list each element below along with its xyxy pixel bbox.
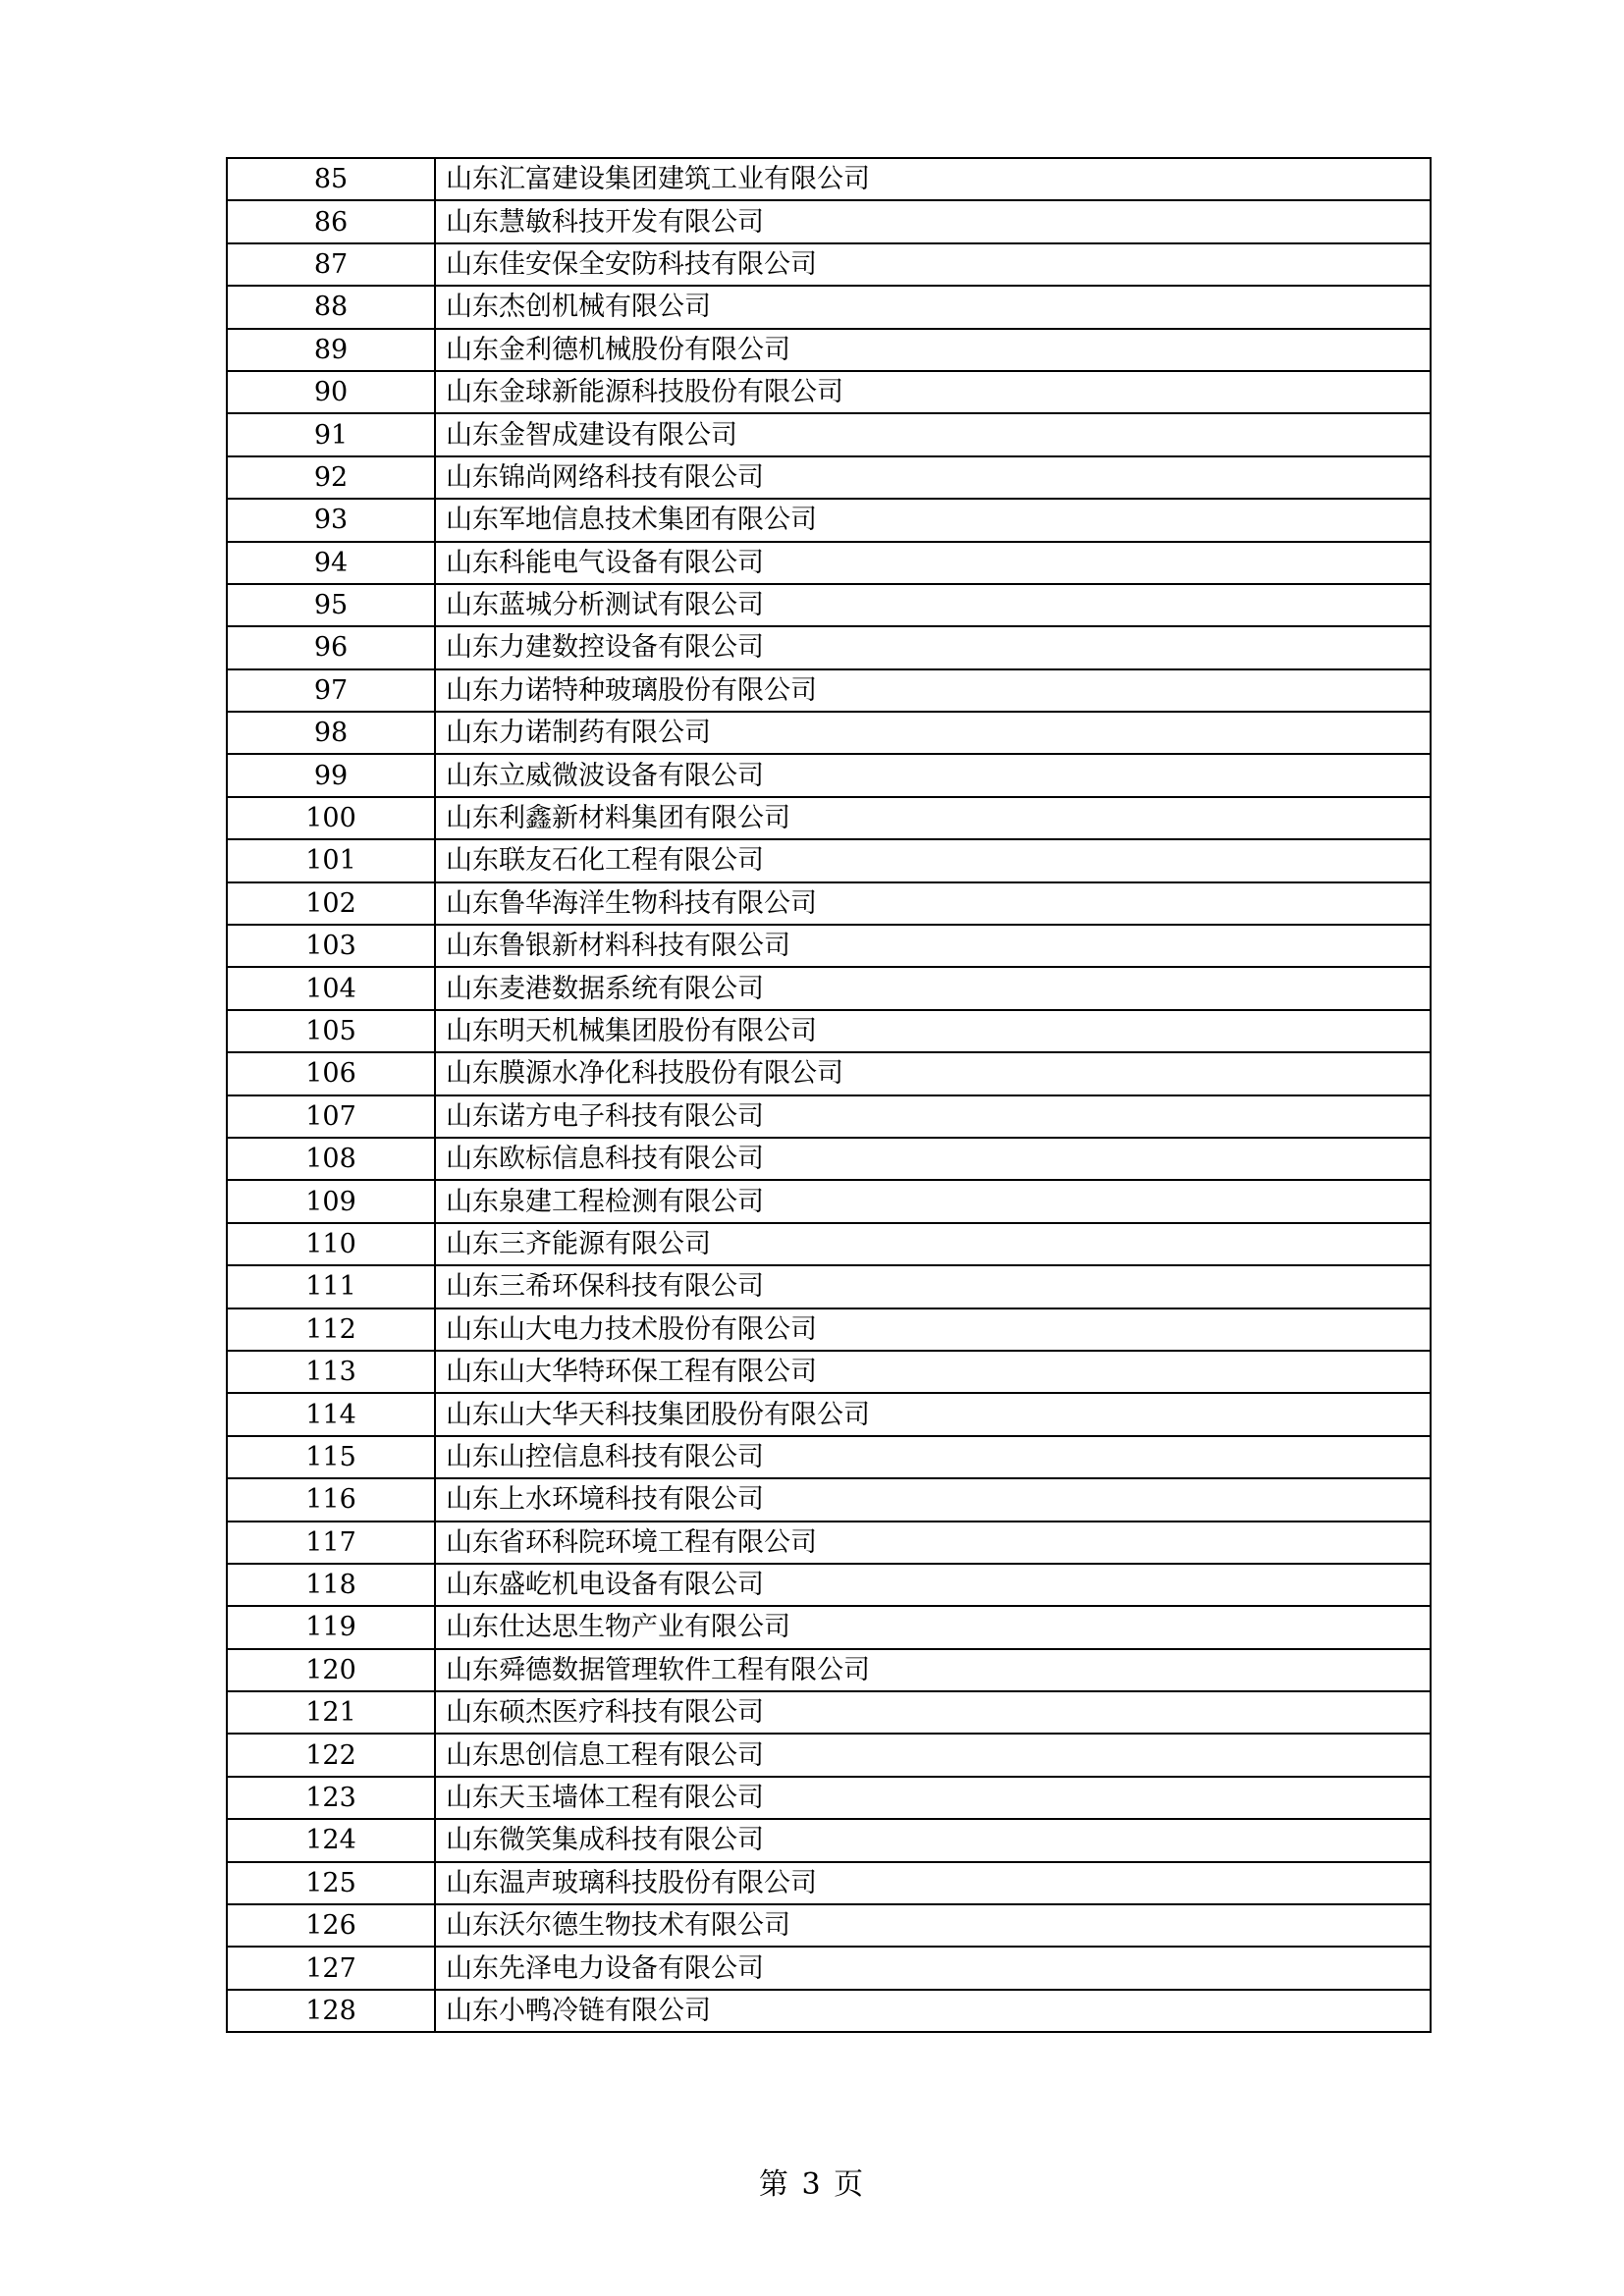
company-name-cell: 山东军地信息技术集团有限公司: [435, 499, 1431, 541]
row-number-cell: 115: [227, 1436, 435, 1478]
table-row: [227, 200, 1431, 242]
company-name-cell: 山东省环科院环境工程有限公司: [435, 1522, 1431, 1564]
company-name-cell: 山东佳安保全安防科技有限公司: [435, 243, 1431, 286]
company-name-cell: 山东金球新能源科技股份有限公司: [435, 371, 1431, 413]
company-name-cell: 山东科能电气设备有限公司: [435, 542, 1431, 584]
company-name-cell: 山东三希环保科技有限公司: [435, 1265, 1431, 1308]
row-number-cell: 107: [227, 1095, 435, 1138]
table-row: [227, 1564, 1431, 1606]
table-row: [227, 243, 1431, 286]
row-number-cell: 96: [227, 626, 435, 668]
table-row: [227, 286, 1431, 328]
table-row: [227, 158, 1431, 200]
company-name-cell: 山东温声玻璃科技股份有限公司: [435, 1862, 1431, 1904]
row-number-cell: 95: [227, 584, 435, 626]
row-number-cell: 101: [227, 839, 435, 881]
company-name-cell: 山东慧敏科技开发有限公司: [435, 200, 1431, 242]
company-name-cell: 山东立威微波设备有限公司: [435, 754, 1431, 796]
table-row: [227, 329, 1431, 371]
company-name-cell: 山东鲁银新材料科技有限公司: [435, 925, 1431, 967]
table-row: [227, 882, 1431, 925]
row-number-cell: 116: [227, 1478, 435, 1521]
row-number-cell: 120: [227, 1649, 435, 1691]
company-name-cell: 山东盛屹机电设备有限公司: [435, 1564, 1431, 1606]
company-name-cell: 山东天玉墙体工程有限公司: [435, 1777, 1431, 1819]
row-number-cell: 93: [227, 499, 435, 541]
row-number-cell: 124: [227, 1819, 435, 1861]
table-row: [227, 1777, 1431, 1819]
table-row: [227, 1052, 1431, 1095]
table-row: [227, 839, 1431, 881]
row-number-cell: 126: [227, 1904, 435, 1947]
table-row: [227, 712, 1431, 754]
company-name-cell: 山东先泽电力设备有限公司: [435, 1947, 1431, 1989]
company-name-cell: 山东山大华特环保工程有限公司: [435, 1351, 1431, 1393]
table-row: [227, 626, 1431, 668]
company-name-cell: 山东膜源水净化科技股份有限公司: [435, 1052, 1431, 1095]
table-row: [227, 1522, 1431, 1564]
company-name-cell: 山东汇富建设集团建筑工业有限公司: [435, 158, 1431, 200]
row-number-cell: 94: [227, 542, 435, 584]
table-row: [227, 499, 1431, 541]
row-number-cell: 105: [227, 1010, 435, 1052]
table-row: [227, 1904, 1431, 1947]
company-name-cell: 山东沃尔德生物技术有限公司: [435, 1904, 1431, 1947]
company-name-cell: 山东力建数控设备有限公司: [435, 626, 1431, 668]
row-number-cell: 110: [227, 1223, 435, 1265]
table-row: [227, 1606, 1431, 1648]
company-name-cell: 山东三齐能源有限公司: [435, 1223, 1431, 1265]
row-number-cell: 119: [227, 1606, 435, 1648]
company-name-cell: 山东利鑫新材料集团有限公司: [435, 797, 1431, 839]
row-number-cell: 125: [227, 1862, 435, 1904]
table-row: [227, 1862, 1431, 1904]
company-name-cell: 山东力诺制药有限公司: [435, 712, 1431, 754]
table-row: [227, 1010, 1431, 1052]
company-name-cell: 山东金智成建设有限公司: [435, 413, 1431, 455]
company-name-cell: 山东蓝城分析测试有限公司: [435, 584, 1431, 626]
table-row: [227, 1308, 1431, 1351]
company-name-cell: 山东杰创机械有限公司: [435, 286, 1431, 328]
row-number-cell: 117: [227, 1522, 435, 1564]
company-name-cell: 山东山大电力技术股份有限公司: [435, 1308, 1431, 1351]
table-row: [227, 542, 1431, 584]
company-list-body: [227, 158, 1431, 2032]
company-name-cell: 山东微笑集成科技有限公司: [435, 1819, 1431, 1861]
company-name-cell: 山东诺方电子科技有限公司: [435, 1095, 1431, 1138]
table-row: [227, 1095, 1431, 1138]
row-number-cell: 112: [227, 1308, 435, 1351]
row-number-cell: 108: [227, 1138, 435, 1180]
row-number-cell: 102: [227, 882, 435, 925]
row-number-cell: 98: [227, 712, 435, 754]
table-row: [227, 1478, 1431, 1521]
company-name-cell: 山东泉建工程检测有限公司: [435, 1180, 1431, 1222]
table-row: [227, 1436, 1431, 1478]
company-list-table: [226, 157, 1432, 2033]
table-row: [227, 1990, 1431, 2032]
table-row: [227, 967, 1431, 1009]
table-row: [227, 1734, 1431, 1776]
table-row: [227, 371, 1431, 413]
row-number-cell: 87: [227, 243, 435, 286]
row-number-cell: 122: [227, 1734, 435, 1776]
row-number-cell: 128: [227, 1990, 435, 2032]
page-number: 第 3 页: [758, 2167, 866, 2202]
table-row: [227, 456, 1431, 499]
row-number-cell: 127: [227, 1947, 435, 1989]
row-number-cell: 111: [227, 1265, 435, 1308]
table-row: [227, 1649, 1431, 1691]
company-name-cell: 山东力诺特种玻璃股份有限公司: [435, 669, 1431, 712]
row-number-cell: 113: [227, 1351, 435, 1393]
company-name-cell: 山东联友石化工程有限公司: [435, 839, 1431, 881]
company-name-cell: 山东欧标信息科技有限公司: [435, 1138, 1431, 1180]
row-number-cell: 90: [227, 371, 435, 413]
company-name-cell: 山东上水环境科技有限公司: [435, 1478, 1431, 1521]
table-row: [227, 1180, 1431, 1222]
row-number-cell: 100: [227, 797, 435, 839]
table-row: [227, 1138, 1431, 1180]
company-name-cell: 山东小鸭冷链有限公司: [435, 1990, 1431, 2032]
row-number-cell: 104: [227, 967, 435, 1009]
row-number-cell: 121: [227, 1691, 435, 1734]
company-name-cell: 山东思创信息工程有限公司: [435, 1734, 1431, 1776]
row-number-cell: 99: [227, 754, 435, 796]
row-number-cell: 91: [227, 413, 435, 455]
table-row: [227, 797, 1431, 839]
company-name-cell: 山东麦港数据系统有限公司: [435, 967, 1431, 1009]
row-number-cell: 109: [227, 1180, 435, 1222]
company-name-cell: 山东明天机械集团股份有限公司: [435, 1010, 1431, 1052]
row-number-cell: 114: [227, 1393, 435, 1435]
row-number-cell: 118: [227, 1564, 435, 1606]
table-row: [227, 1819, 1431, 1861]
company-name-cell: 山东鲁华海洋生物科技有限公司: [435, 882, 1431, 925]
company-name-cell: 山东山控信息科技有限公司: [435, 1436, 1431, 1478]
table-row: [227, 669, 1431, 712]
company-name-cell: 山东金利德机械股份有限公司: [435, 329, 1431, 371]
row-number-cell: 123: [227, 1777, 435, 1819]
row-number-cell: 88: [227, 286, 435, 328]
row-number-cell: 86: [227, 200, 435, 242]
row-number-cell: 89: [227, 329, 435, 371]
row-number-cell: 106: [227, 1052, 435, 1095]
table-row: [227, 413, 1431, 455]
row-number-cell: 85: [227, 158, 435, 200]
table-row: [227, 754, 1431, 796]
company-name-cell: 山东锦尚网络科技有限公司: [435, 456, 1431, 499]
table-row: [227, 925, 1431, 967]
table-row: [227, 1691, 1431, 1734]
table-row: [227, 1393, 1431, 1435]
row-number-cell: 97: [227, 669, 435, 712]
company-name-cell: 山东山大华天科技集团股份有限公司: [435, 1393, 1431, 1435]
table-row: [227, 1265, 1431, 1308]
table-row: [227, 1351, 1431, 1393]
table-row: [227, 1223, 1431, 1265]
table-row: [227, 1947, 1431, 1989]
company-name-cell: 山东仕达思生物产业有限公司: [435, 1606, 1431, 1648]
row-number-cell: 92: [227, 456, 435, 499]
company-name-cell: 山东舜德数据管理软件工程有限公司: [435, 1649, 1431, 1691]
company-name-cell: 山东硕杰医疗科技有限公司: [435, 1691, 1431, 1734]
table-row: [227, 584, 1431, 626]
row-number-cell: 103: [227, 925, 435, 967]
